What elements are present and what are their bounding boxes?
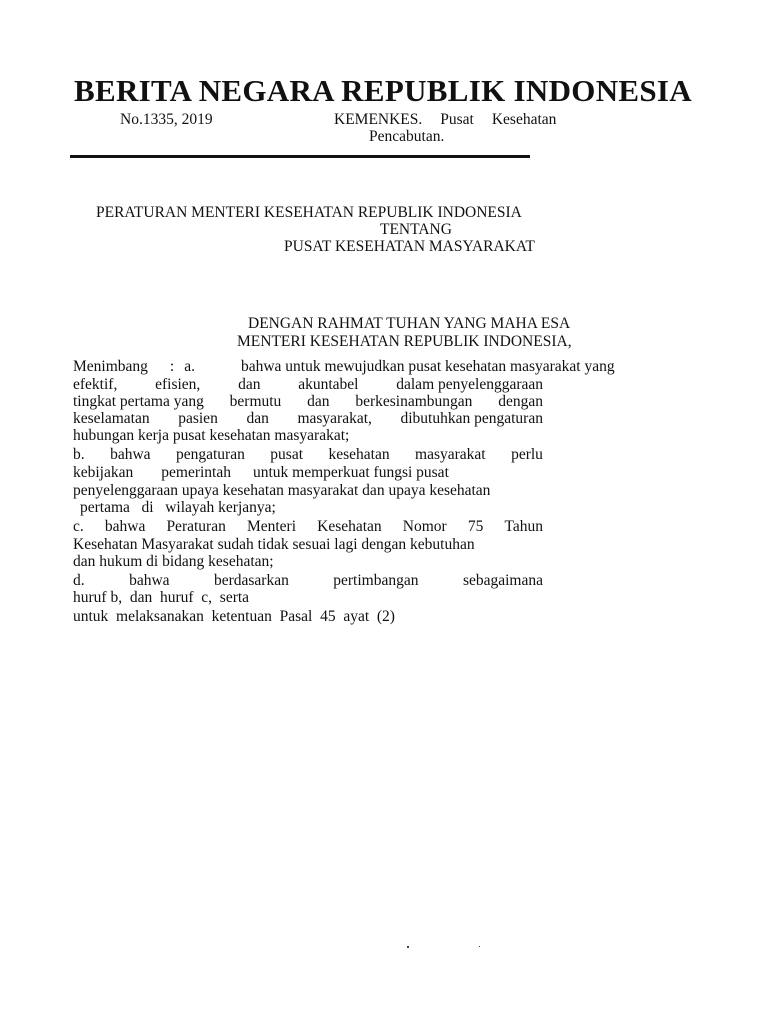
menimbang-c-line-3: dan hukum di bidang kesehatan; <box>73 553 274 570</box>
menimbang-b-line-3: penyelenggaraan upaya kesehatan masyarakat dan upaya kesehatan <box>73 482 491 499</box>
gazette-summary-line-2: Pencabutan. <box>369 128 445 145</box>
gazette-number: No.1335, 2019 <box>120 111 213 128</box>
regulation-title-3: PUSAT KESEHATAN MASYARAKAT <box>284 238 535 255</box>
masthead-title: BERITA NEGARA REPUBLIK INDONESIA <box>74 73 692 108</box>
menimbang-b-line-2: kebijakan pemerintah untuk memperkuat fungsi pusat <box>73 464 449 481</box>
scan-speck <box>407 946 409 948</box>
scan-speck <box>479 946 480 947</box>
gazette-summary-line-1: KEMENKES. Pusat Kesehatan <box>334 111 557 128</box>
opening-formula-2: MENTERI KESEHATAN REPUBLIK INDONESIA, <box>237 333 572 350</box>
menimbang-d-line-2: huruf b, dan huruf c, serta <box>73 589 250 606</box>
menimbang-c-line-2: Kesehatan Masyarakat sudah tidak sesuai lagi dengan kebutuhan <box>73 536 475 553</box>
header-rule <box>70 155 530 158</box>
regulation-title-2: TENTANG <box>380 221 452 238</box>
menimbang-a-line-4: keselamatan pasien dan masyarakat, dibutuhkan pengaturan <box>73 410 543 427</box>
menimbang-b-line-4: pertama di wilayah kerjanya; <box>80 499 276 516</box>
menimbang-a-line-1: Menimbang : a. bahwa untuk mewujudkan pusat kesehatan masyarakat yang <box>73 358 615 375</box>
menimbang-a-line-2: efektif, efisien, dan akuntabel dalam penyelenggaraan <box>73 376 543 393</box>
menimbang-d-line-1: d. bahwa berdasarkan pertimbangan sebagaimana <box>73 572 543 589</box>
menimbang-d-line-3: untuk melaksanakan ketentuan Pasal 45 ayat (2) <box>73 608 395 625</box>
menimbang-a-line-3: tingkat pertama yang bermutu dan berkesinambungan dengan <box>73 393 543 410</box>
menimbang-a-line-5: hubungan kerja pusat kesehatan masyarakat; <box>73 427 350 444</box>
menimbang-c-line-1: c. bahwa Peraturan Menteri Kesehatan Nomor 75 Tahun <box>73 518 543 535</box>
opening-formula-1: DENGAN RAHMAT TUHAN YANG MAHA ESA <box>248 315 571 332</box>
regulation-title-1: PERATURAN MENTERI KESEHATAN REPUBLIK INDONESIA <box>96 204 522 221</box>
menimbang-b-line-1: b. bahwa pengaturan pusat kesehatan masyarakat perlu <box>73 446 543 463</box>
